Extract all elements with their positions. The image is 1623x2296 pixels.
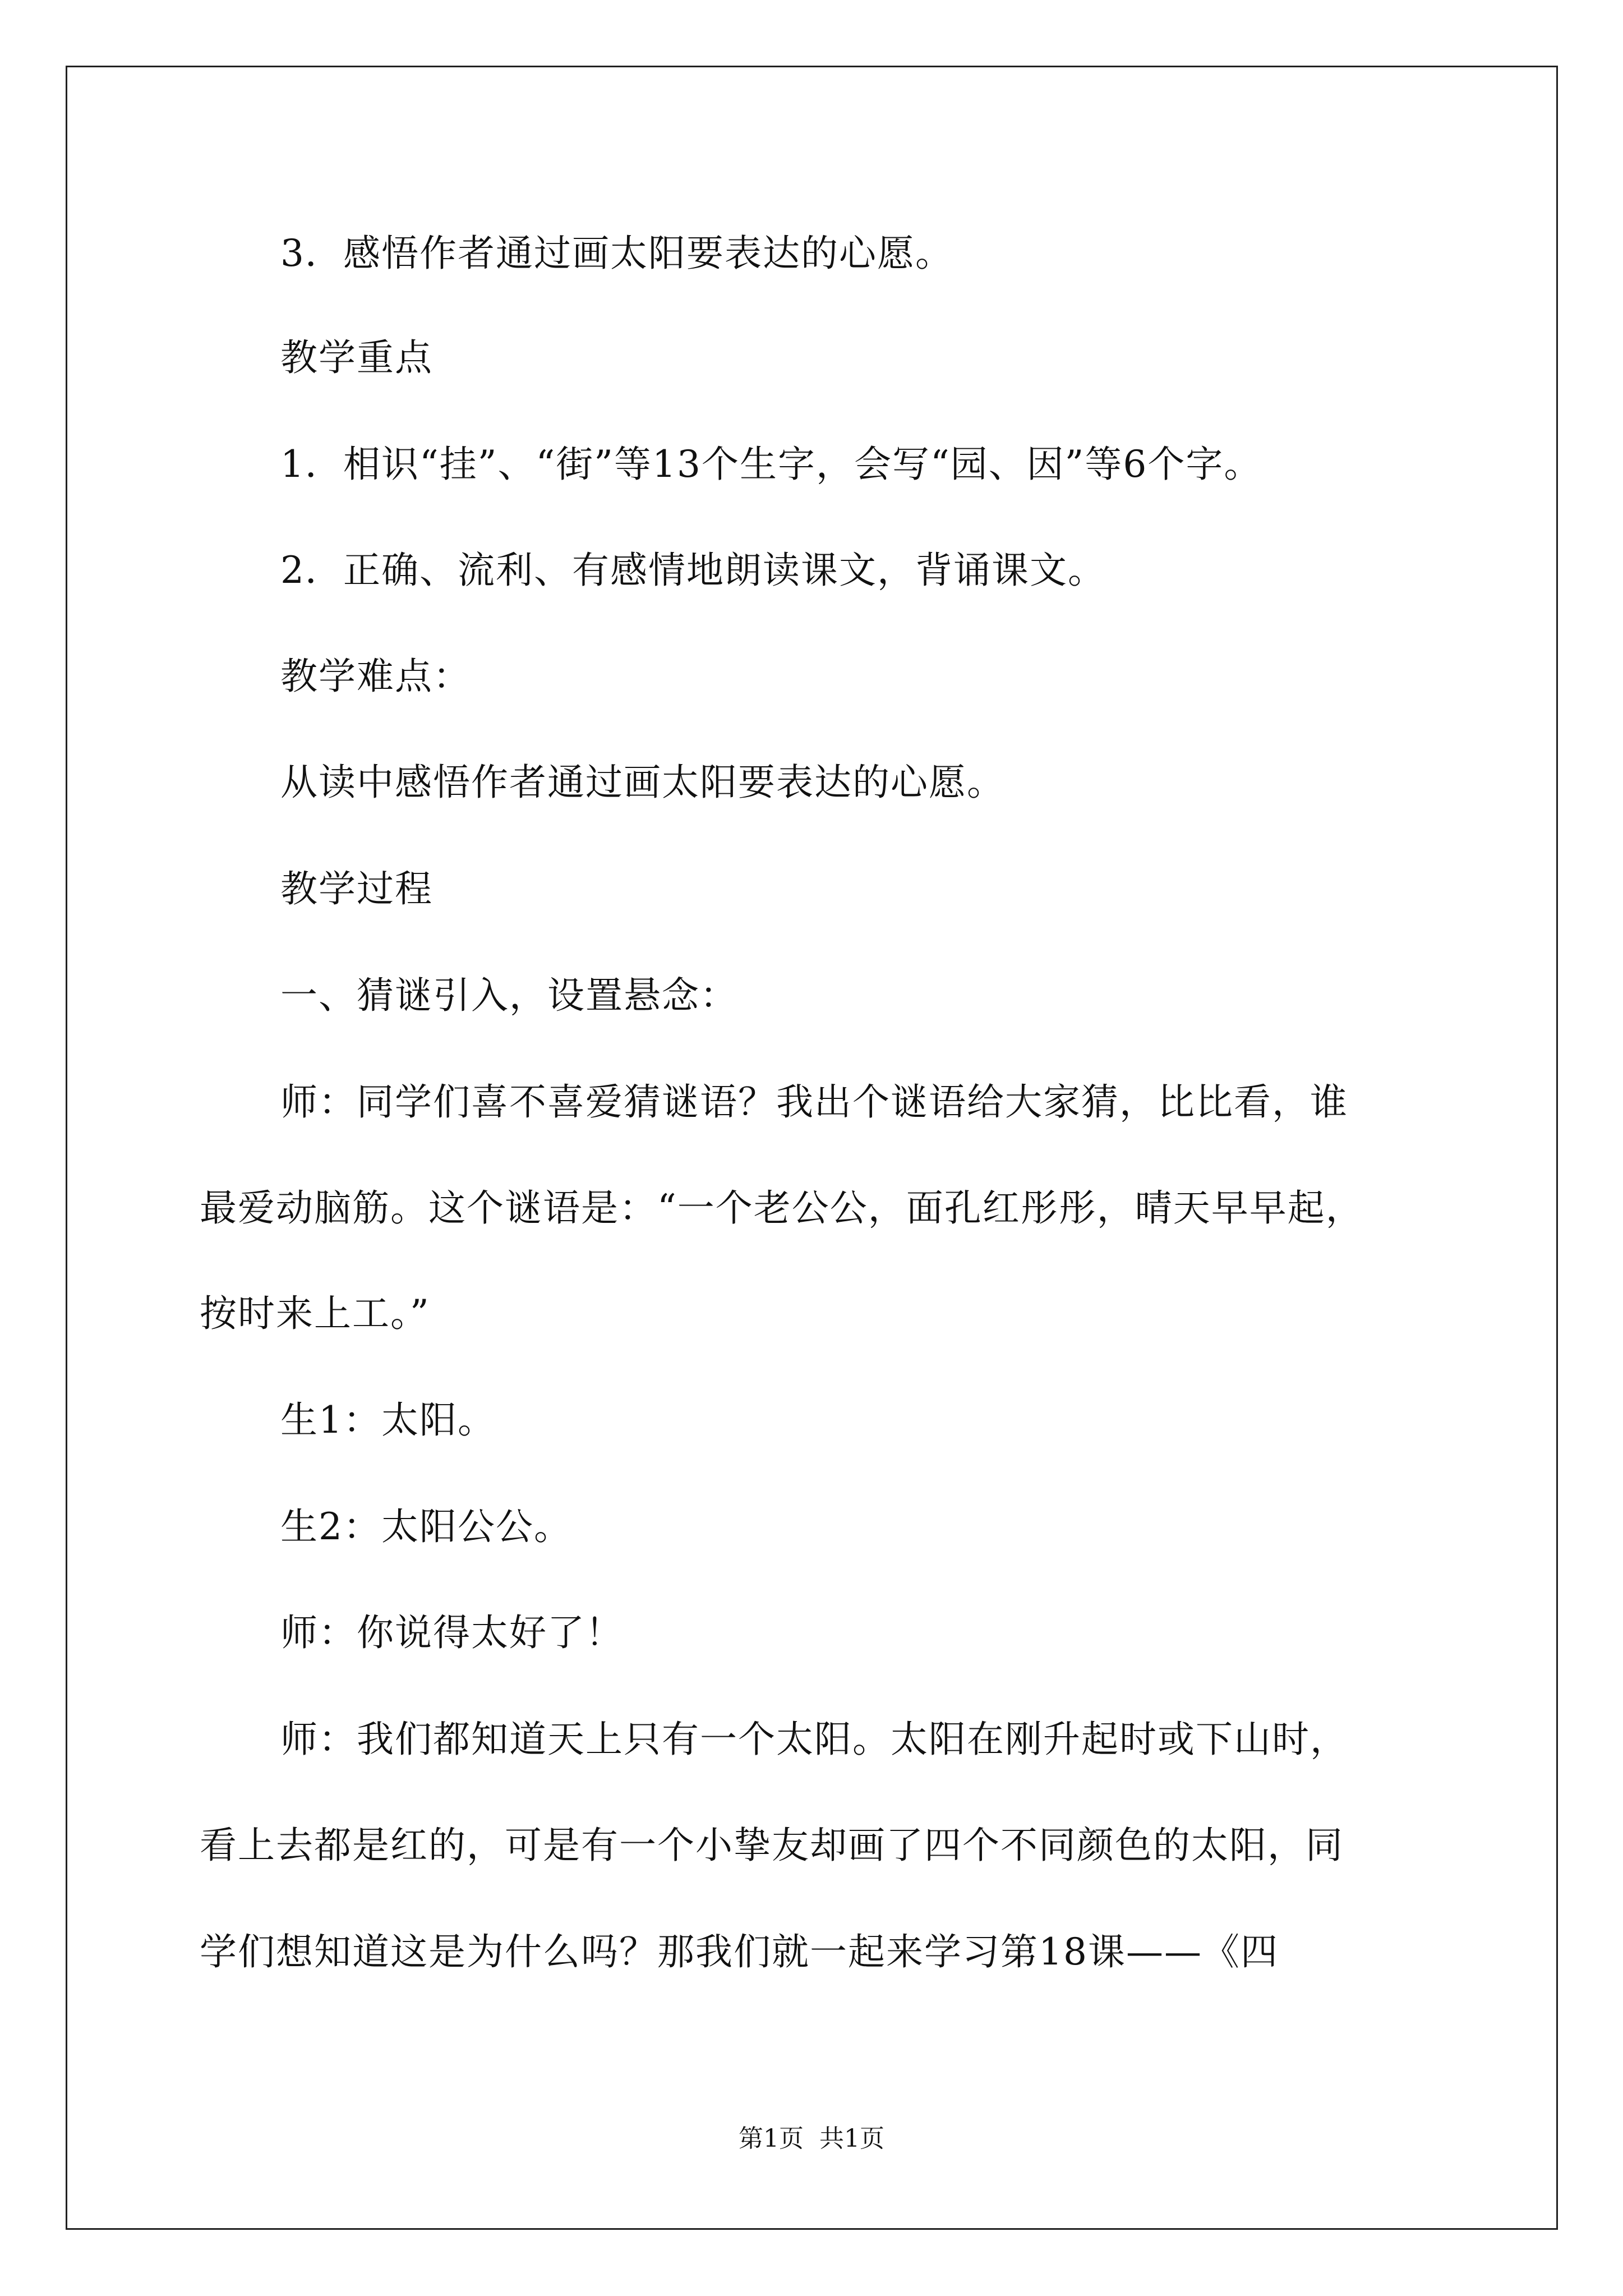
paragraph-line: 从读中感悟作者通过画太阳要表达的心愿。 (280, 761, 1005, 804)
paragraph-line: 生1：太阳。 (280, 1398, 496, 1442)
paragraph-line: 一、猜谜引入，设置悬念： (280, 974, 738, 1017)
paragraph-line: 师：你说得太好了！ (280, 1611, 624, 1654)
section-heading: 教学难点： (280, 655, 471, 698)
paragraph-line: 按时来上工。” (200, 1292, 430, 1335)
page-number: 第1页 (739, 2124, 804, 2153)
paragraph-line: 最爱动脑筋。这个谜语是：“一个老公公，面孔红彤彤，晴天早早起， (200, 1186, 1364, 1230)
page-border (66, 66, 1558, 2230)
paragraph-line: 师：同学们喜不喜爱猜谜语？我出个谜语给大家猜，比比看，谁 (280, 1080, 1348, 1124)
page-total: 共1页 (819, 2124, 884, 2153)
paragraph-line: 师：我们都知道天上只有一个太阳。太阳在刚升起时或下山时， (280, 1718, 1348, 1761)
paragraph-line: 3．感悟作者通过画太阳要表达的心愿。 (280, 232, 953, 275)
page-footer (0, 2123, 1623, 2155)
paragraph-line: 生2：太阳公公。 (280, 1505, 572, 1548)
section-heading: 教学重点 (280, 336, 433, 379)
paragraph-line: 1．相识“挂”、“街”等13个生字，会写“园、因”等6个字。 (280, 443, 1262, 486)
section-heading: 教学过程 (280, 867, 433, 910)
paragraph-line: 2．正确、流利、有感情地朗读课文，背诵课文。 (280, 549, 1106, 592)
paragraph-line: 学们想知道这是为什么吗？那我们就一起来学习第18课——《四 (200, 1930, 1279, 1973)
paragraph-line: 看上去都是红的，可是有一个小挚友却画了四个不同颜色的太阳，同 (200, 1824, 1344, 1867)
